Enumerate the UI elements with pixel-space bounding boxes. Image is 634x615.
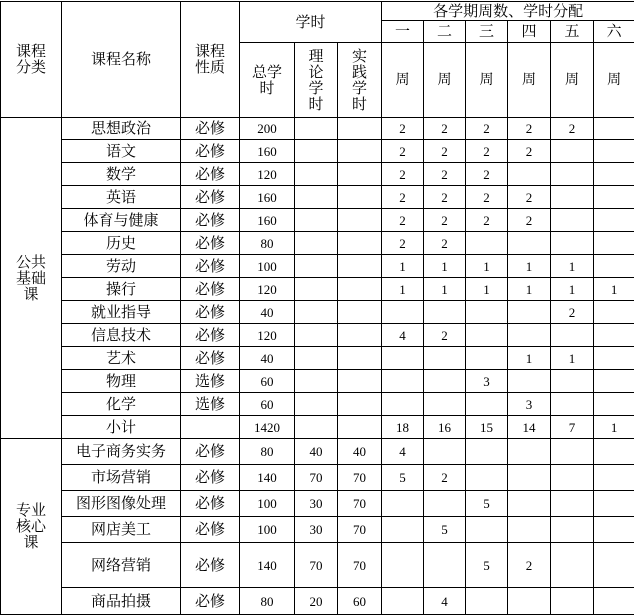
- semester-3-cell: [466, 301, 508, 324]
- theory-hours-cell: 70: [295, 465, 338, 491]
- semester-4-cell: [508, 232, 551, 255]
- semester-5-cell: [551, 517, 594, 543]
- header-week-5: 周: [551, 43, 594, 118]
- semester-1-cell: [382, 517, 424, 543]
- total-hours-cell: 60: [240, 370, 295, 393]
- table-row: [1, 465, 634, 491]
- semester-4-cell: [508, 517, 551, 543]
- total-hours-cell: 160: [240, 209, 295, 232]
- semester-1-cell: 4: [382, 324, 424, 347]
- semester-6-cell: [594, 517, 634, 543]
- table-row: [1, 278, 634, 301]
- semester-2-cell: 2: [424, 324, 466, 347]
- course-name-cell: 思想政治: [62, 118, 181, 140]
- semester-3-cell: 2: [466, 118, 508, 140]
- semester-5-cell: 2: [551, 118, 594, 140]
- semester-6-cell: 1: [594, 278, 634, 301]
- semester-6-cell: [594, 465, 634, 491]
- hdr-char: 践: [352, 63, 367, 81]
- semester-1-cell: [382, 347, 424, 370]
- semester-2-cell: 1: [424, 255, 466, 278]
- semester-2-cell: 2: [424, 232, 466, 255]
- practice-hours-cell: [338, 255, 382, 278]
- table-body: [1, 118, 634, 615]
- semester-6-cell: [594, 439, 634, 465]
- semester-5-cell: [551, 465, 594, 491]
- category-line: 公共: [16, 253, 46, 271]
- course-name-cell: 小计: [62, 416, 181, 439]
- category-line: 基础: [16, 269, 46, 287]
- total-hours-cell: 120: [240, 163, 295, 186]
- semester-5-cell: [551, 491, 594, 517]
- header-category-line1: 课程: [16, 42, 46, 60]
- semester-6-cell: [594, 232, 634, 255]
- semester-6-cell: [594, 324, 634, 347]
- semester-2-cell: 5: [424, 517, 466, 543]
- header-semester-3: 三: [466, 21, 508, 43]
- semester-2-cell: [424, 370, 466, 393]
- header-semester-1: 一: [382, 21, 424, 43]
- semester-3-cell: [466, 324, 508, 347]
- course-name-cell: 就业指导: [62, 301, 181, 324]
- semester-3-cell: [466, 465, 508, 491]
- practice-hours-cell: [338, 163, 382, 186]
- semester-6-cell: [594, 186, 634, 209]
- semester-6-cell: [594, 118, 634, 140]
- hdr-char: 时: [352, 95, 367, 113]
- semester-3-cell: [466, 232, 508, 255]
- semester-4-cell: 3: [508, 393, 551, 416]
- table-row: [1, 439, 634, 465]
- semester-1-cell: [382, 393, 424, 416]
- total-hours-cell: 40: [240, 347, 295, 370]
- semester-6-cell: [594, 543, 634, 588]
- semester-4-cell: [508, 324, 551, 347]
- semester-1-cell: 2: [382, 163, 424, 186]
- theory-hours-cell: [295, 393, 338, 416]
- course-nature-cell: 选修: [181, 370, 240, 393]
- total-hours-cell: 1420: [240, 416, 295, 439]
- semester-5-cell: [551, 588, 594, 615]
- total-hours-cell: 120: [240, 278, 295, 301]
- semester-1-cell: [382, 301, 424, 324]
- course-nature-cell: 必修: [181, 301, 240, 324]
- theory-hours-cell: [295, 118, 338, 140]
- semester-6-cell: [594, 255, 634, 278]
- table-row: [1, 517, 634, 543]
- semester-2-cell: 1: [424, 278, 466, 301]
- total-hours-cell: 60: [240, 393, 295, 416]
- semester-4-cell: 2: [508, 543, 551, 588]
- practice-hours-cell: [338, 140, 382, 163]
- curriculum-table: [0, 1, 634, 615]
- total-hours-cell: 80: [240, 439, 295, 465]
- header-semester-group: 各学期周数、学时分配: [382, 2, 634, 21]
- semester-5-cell: [551, 140, 594, 163]
- course-nature-cell: 必修: [181, 491, 240, 517]
- semester-5-cell: [551, 439, 594, 465]
- practice-hours-cell: [338, 347, 382, 370]
- theory-hours-cell: 40: [295, 439, 338, 465]
- semester-3-cell: 2: [466, 140, 508, 163]
- header-course-name: 课程名称: [62, 2, 181, 118]
- course-name-cell: 数学: [62, 163, 181, 186]
- course-name-cell: 艺术: [62, 347, 181, 370]
- total-hours-cell: 100: [240, 255, 295, 278]
- practice-hours-cell: 70: [338, 465, 382, 491]
- header-nature: [181, 2, 240, 118]
- table-row: [1, 232, 634, 255]
- semester-5-cell: [551, 543, 594, 588]
- header-category: [1, 2, 62, 118]
- table-row: [1, 543, 634, 588]
- header-week-6: 周: [594, 43, 634, 118]
- semester-4-cell: [508, 370, 551, 393]
- theory-hours-cell: 30: [295, 517, 338, 543]
- practice-hours-cell: [338, 393, 382, 416]
- course-nature-cell: 必修: [181, 232, 240, 255]
- course-name-cell: 操行: [62, 278, 181, 301]
- course-nature-cell: 必修: [181, 324, 240, 347]
- course-name-cell: 历史: [62, 232, 181, 255]
- table-row: [1, 163, 634, 186]
- practice-hours-cell: 60: [338, 588, 382, 615]
- semester-6-cell: [594, 209, 634, 232]
- semester-1-cell: [382, 491, 424, 517]
- table-row: [1, 491, 634, 517]
- semester-5-cell: [551, 232, 594, 255]
- semester-1-cell: 4: [382, 439, 424, 465]
- course-name-cell: 劳动: [62, 255, 181, 278]
- semester-2-cell: 2: [424, 209, 466, 232]
- semester-3-cell: 2: [466, 186, 508, 209]
- semester-2-cell: [424, 301, 466, 324]
- semester-4-cell: [508, 465, 551, 491]
- table-row: [1, 347, 634, 370]
- semester-5-cell: [551, 324, 594, 347]
- category-cell: [1, 439, 62, 615]
- semester-2-cell: 16: [424, 416, 466, 439]
- semester-3-cell: 5: [466, 543, 508, 588]
- practice-hours-cell: [338, 278, 382, 301]
- practice-hours-cell: [338, 324, 382, 347]
- practice-hours-cell: [338, 118, 382, 140]
- semester-2-cell: [424, 393, 466, 416]
- course-name-cell: 商品拍摄: [62, 588, 181, 615]
- hdr-char: 实: [352, 47, 367, 65]
- semester-2-cell: [424, 347, 466, 370]
- semester-3-cell: 2: [466, 209, 508, 232]
- semester-1-cell: 1: [382, 278, 424, 301]
- header-semester-4: 四: [508, 21, 551, 43]
- semester-6-cell: [594, 370, 634, 393]
- semester-3-cell: [466, 347, 508, 370]
- course-nature-cell: 必修: [181, 465, 240, 491]
- course-nature-cell: 必修: [181, 140, 240, 163]
- table-row: [1, 209, 634, 232]
- course-nature-cell: 必修: [181, 209, 240, 232]
- course-name-cell: 网络营销: [62, 543, 181, 588]
- semester-4-cell: [508, 491, 551, 517]
- header-semester-6: 六: [594, 21, 634, 43]
- total-hours-cell: 80: [240, 232, 295, 255]
- semester-6-cell: 1: [594, 416, 634, 439]
- course-nature-cell: 选修: [181, 393, 240, 416]
- header-practice-hours: [338, 43, 382, 118]
- theory-hours-cell: [295, 416, 338, 439]
- semester-6-cell: [594, 140, 634, 163]
- header-semester-5: 五: [551, 21, 594, 43]
- semester-3-cell: 2: [466, 163, 508, 186]
- header-week-3: 周: [466, 43, 508, 118]
- semester-4-cell: 2: [508, 118, 551, 140]
- course-nature-cell: 必修: [181, 255, 240, 278]
- course-nature-cell: 必修: [181, 278, 240, 301]
- semester-1-cell: 5: [382, 465, 424, 491]
- semester-3-cell: [466, 439, 508, 465]
- semester-4-cell: [508, 588, 551, 615]
- course-name-cell: 信息技术: [62, 324, 181, 347]
- semester-1-cell: 2: [382, 232, 424, 255]
- header-category-line2: 分类: [16, 58, 46, 76]
- total-hours-cell: 40: [240, 301, 295, 324]
- semester-2-cell: 4: [424, 588, 466, 615]
- semester-1-cell: 2: [382, 140, 424, 163]
- semester-6-cell: [594, 588, 634, 615]
- semester-2-cell: [424, 491, 466, 517]
- semester-3-cell: 5: [466, 491, 508, 517]
- header-nature-line1: 课程: [195, 42, 225, 60]
- semester-6-cell: [594, 301, 634, 324]
- semester-2-cell: 2: [424, 186, 466, 209]
- semester-2-cell: [424, 543, 466, 588]
- table-row: [1, 370, 634, 393]
- table-row: [1, 140, 634, 163]
- course-name-cell: 网店美工: [62, 517, 181, 543]
- course-name-cell: 语文: [62, 140, 181, 163]
- course-nature-cell: 必修: [181, 186, 240, 209]
- course-nature-cell: 必修: [181, 517, 240, 543]
- practice-hours-cell: [338, 370, 382, 393]
- semester-1-cell: 1: [382, 255, 424, 278]
- course-name-cell: 市场营销: [62, 465, 181, 491]
- category-line: 专业: [16, 501, 46, 519]
- header-total-hours-line2: 时: [259, 79, 274, 97]
- semester-4-cell: [508, 163, 551, 186]
- total-hours-cell: 80: [240, 588, 295, 615]
- theory-hours-cell: 20: [295, 588, 338, 615]
- hdr-char: 论: [308, 63, 323, 81]
- course-nature-cell: 必修: [181, 543, 240, 588]
- semester-4-cell: 2: [508, 186, 551, 209]
- semester-1-cell: [382, 543, 424, 588]
- course-nature-cell: 必修: [181, 588, 240, 615]
- semester-2-cell: [424, 439, 466, 465]
- practice-hours-cell: [338, 186, 382, 209]
- semester-3-cell: [466, 517, 508, 543]
- table-row: [1, 588, 634, 615]
- header-semester-2: 二: [424, 21, 466, 43]
- course-nature-cell: [181, 416, 240, 439]
- semester-3-cell: [466, 393, 508, 416]
- semester-3-cell: 3: [466, 370, 508, 393]
- header-week-4: 周: [508, 43, 551, 118]
- semester-6-cell: [594, 347, 634, 370]
- course-name-cell: 物理: [62, 370, 181, 393]
- semester-5-cell: 1: [551, 278, 594, 301]
- semester-5-cell: [551, 186, 594, 209]
- theory-hours-cell: [295, 140, 338, 163]
- semester-5-cell: 2: [551, 301, 594, 324]
- semester-1-cell: [382, 588, 424, 615]
- table-row: [1, 118, 634, 140]
- practice-hours-cell: 40: [338, 439, 382, 465]
- semester-4-cell: [508, 301, 551, 324]
- semester-3-cell: 1: [466, 255, 508, 278]
- table-row: [1, 324, 634, 347]
- category-cell: [1, 118, 62, 439]
- practice-hours-cell: 70: [338, 517, 382, 543]
- semester-1-cell: 2: [382, 186, 424, 209]
- category-line: 课: [23, 533, 38, 551]
- theory-hours-cell: [295, 209, 338, 232]
- semester-5-cell: [551, 163, 594, 186]
- total-hours-cell: 140: [240, 543, 295, 588]
- course-name-cell: 图形图像处理: [62, 491, 181, 517]
- course-nature-cell: 必修: [181, 118, 240, 140]
- semester-5-cell: 7: [551, 416, 594, 439]
- total-hours-cell: 160: [240, 140, 295, 163]
- course-nature-cell: 必修: [181, 347, 240, 370]
- semester-4-cell: 1: [508, 255, 551, 278]
- hdr-char: 学: [352, 79, 367, 97]
- semester-3-cell: 1: [466, 278, 508, 301]
- theory-hours-cell: [295, 370, 338, 393]
- practice-hours-cell: 70: [338, 491, 382, 517]
- practice-hours-cell: [338, 232, 382, 255]
- practice-hours-cell: 70: [338, 543, 382, 588]
- practice-hours-cell: [338, 209, 382, 232]
- course-name-cell: 英语: [62, 186, 181, 209]
- header-week-1: 周: [382, 43, 424, 118]
- hdr-char: 时: [308, 95, 323, 113]
- header-week-2: 周: [424, 43, 466, 118]
- table-row: [1, 393, 634, 416]
- semester-1-cell: 18: [382, 416, 424, 439]
- theory-hours-cell: [295, 186, 338, 209]
- table-row: [1, 186, 634, 209]
- semester-2-cell: 2: [424, 163, 466, 186]
- theory-hours-cell: [295, 232, 338, 255]
- course-name-cell: 体育与健康: [62, 209, 181, 232]
- course-name-cell: 化学: [62, 393, 181, 416]
- semester-2-cell: 2: [424, 140, 466, 163]
- semester-5-cell: [551, 209, 594, 232]
- course-nature-cell: 必修: [181, 439, 240, 465]
- course-name-cell: 电子商务实务: [62, 439, 181, 465]
- theory-hours-cell: [295, 163, 338, 186]
- semester-5-cell: [551, 393, 594, 416]
- semester-4-cell: 2: [508, 140, 551, 163]
- total-hours-cell: 200: [240, 118, 295, 140]
- semester-1-cell: [382, 370, 424, 393]
- semester-5-cell: 1: [551, 347, 594, 370]
- total-hours-cell: 100: [240, 517, 295, 543]
- semester-3-cell: [466, 588, 508, 615]
- semester-4-cell: 1: [508, 347, 551, 370]
- header-total-hours: [240, 43, 295, 118]
- semester-3-cell: 15: [466, 416, 508, 439]
- header-total-hours-line1: 总学: [252, 63, 282, 81]
- practice-hours-cell: [338, 416, 382, 439]
- practice-hours-cell: [338, 301, 382, 324]
- semester-6-cell: [594, 393, 634, 416]
- theory-hours-cell: [295, 255, 338, 278]
- semester-1-cell: 2: [382, 209, 424, 232]
- semester-4-cell: 2: [508, 209, 551, 232]
- semester-6-cell: [594, 163, 634, 186]
- total-hours-cell: 100: [240, 491, 295, 517]
- table-row: [1, 301, 634, 324]
- semester-1-cell: 2: [382, 118, 424, 140]
- total-hours-cell: 160: [240, 186, 295, 209]
- hdr-char: 理: [308, 47, 323, 65]
- theory-hours-cell: [295, 347, 338, 370]
- semester-5-cell: [551, 370, 594, 393]
- table-row: [1, 255, 634, 278]
- hdr-char: 学: [308, 79, 323, 97]
- theory-hours-cell: [295, 301, 338, 324]
- theory-hours-cell: 30: [295, 491, 338, 517]
- total-hours-cell: 120: [240, 324, 295, 347]
- theory-hours-cell: 70: [295, 543, 338, 588]
- theory-hours-cell: [295, 278, 338, 301]
- semester-5-cell: 1: [551, 255, 594, 278]
- theory-hours-cell: [295, 324, 338, 347]
- semester-2-cell: 2: [424, 118, 466, 140]
- semester-4-cell: 14: [508, 416, 551, 439]
- total-hours-cell: 140: [240, 465, 295, 491]
- category-line: 课: [23, 285, 38, 303]
- table-row: [1, 416, 634, 439]
- header-hours-group: 学时: [240, 2, 382, 43]
- semester-4-cell: 1: [508, 278, 551, 301]
- semester-2-cell: 2: [424, 465, 466, 491]
- semester-4-cell: [508, 439, 551, 465]
- semester-6-cell: [594, 491, 634, 517]
- header-nature-line2: 性质: [195, 58, 225, 76]
- category-line: 核心: [16, 517, 46, 535]
- course-nature-cell: 必修: [181, 163, 240, 186]
- header-theory-hours: [295, 43, 338, 118]
